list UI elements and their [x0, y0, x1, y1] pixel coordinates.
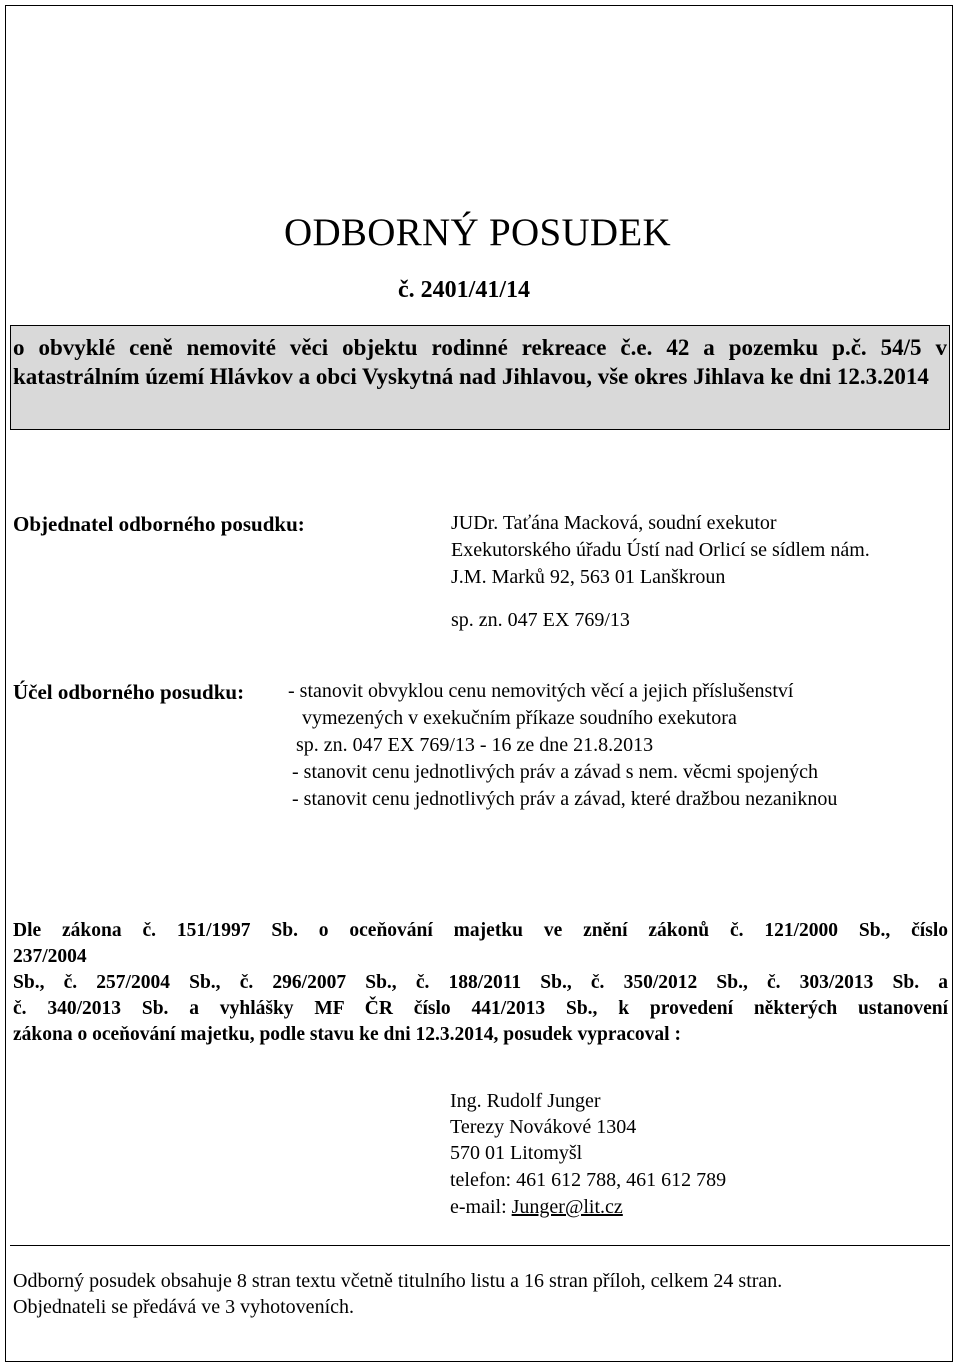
purpose-line-5: - stanovit cenu jednotlivých práv a závad, které dražbou nezaniknou	[292, 788, 838, 810]
separator-line	[10, 1245, 950, 1246]
purpose-label: Účel odborného posudku:	[13, 680, 245, 704]
client-file-ref: sp. zn. 047 EX 769/13	[451, 609, 630, 631]
document-number: č. 2401/41/14	[398, 277, 530, 303]
purpose-line-2: vymezených v exekučním příkaze soudního exekutora	[302, 707, 737, 729]
law-line-5: zákona o oceňování majetku, podle stavu ke dni 12.3.2014, posudek vypracoval :	[13, 1024, 681, 1045]
client-label: Objednatel odborného posudku:	[13, 512, 305, 536]
subject-text: o obvyklé ceně nemovité věci objektu rodinné rekreace č.e. 42 a pozemku p.č. 54/5 v katastrálním území Hlávkov a obci Vyskytná nad Jihlavou, vše okres Jihlava ke dni 12.3.2014	[13, 335, 947, 389]
footer-line-2: Objednateli se předává ve 3 vyhotoveních.	[13, 1296, 354, 1318]
author-email-row	[450, 1196, 623, 1219]
email-link[interactable]: Junger@lit.cz	[511, 1196, 623, 1218]
email-label: e-mail:	[450, 1196, 512, 1218]
author-name: Ing. Rudolf Junger	[450, 1090, 601, 1112]
law-line-4: č. 340/2013 Sb. a vyhlášky MF ČR číslo 441/2013 Sb., k provedení některých ustanovení	[13, 998, 948, 1019]
purpose-line-3: sp. zn. 047 EX 769/13 - 16 ze dne 21.8.2013	[296, 734, 654, 756]
client-line-1: JUDr. Taťána Macková, soudní exekutor	[451, 512, 777, 534]
purpose-line-4: - stanovit cenu jednotlivých práv a závad s nem. věcmi spojených	[292, 761, 818, 783]
client-line-3: J.M. Marků 92, 563 01 Lanškroun	[451, 566, 726, 588]
law-line-1: Dle zákona č. 151/1997 Sb. o oceňování majetku ve znění zákonů č. 121/2000 Sb., číslo	[13, 920, 948, 941]
author-phone: telefon: 461 612 788, 461 612 789	[450, 1169, 727, 1191]
document-title: ODBORNÝ POSUDEK	[284, 211, 671, 254]
footer-line-1: Odborný posudek obsahuje 8 stran textu včetně titulního listu a 16 stran příloh, celkem 24 stran.	[13, 1270, 783, 1292]
purpose-line-1: - stanovit obvyklou cenu nemovitých věcí a jejich příslušenství	[288, 680, 794, 702]
law-line-3: Sb., č. 257/2004 Sb., č. 296/2007 Sb., č. 188/2011 Sb., č. 350/2012 Sb., č. 303/2013 Sb. a	[13, 972, 948, 993]
author-city: 570 01 Litomyšl	[450, 1142, 583, 1164]
law-line-2: 237/2004	[13, 946, 87, 967]
author-street: Terezy Novákové 1304	[450, 1116, 637, 1138]
law-paragraph	[13, 918, 948, 1048]
client-line-2: Exekutorského úřadu Ústí nad Orlicí se sídlem nám.	[451, 539, 870, 561]
